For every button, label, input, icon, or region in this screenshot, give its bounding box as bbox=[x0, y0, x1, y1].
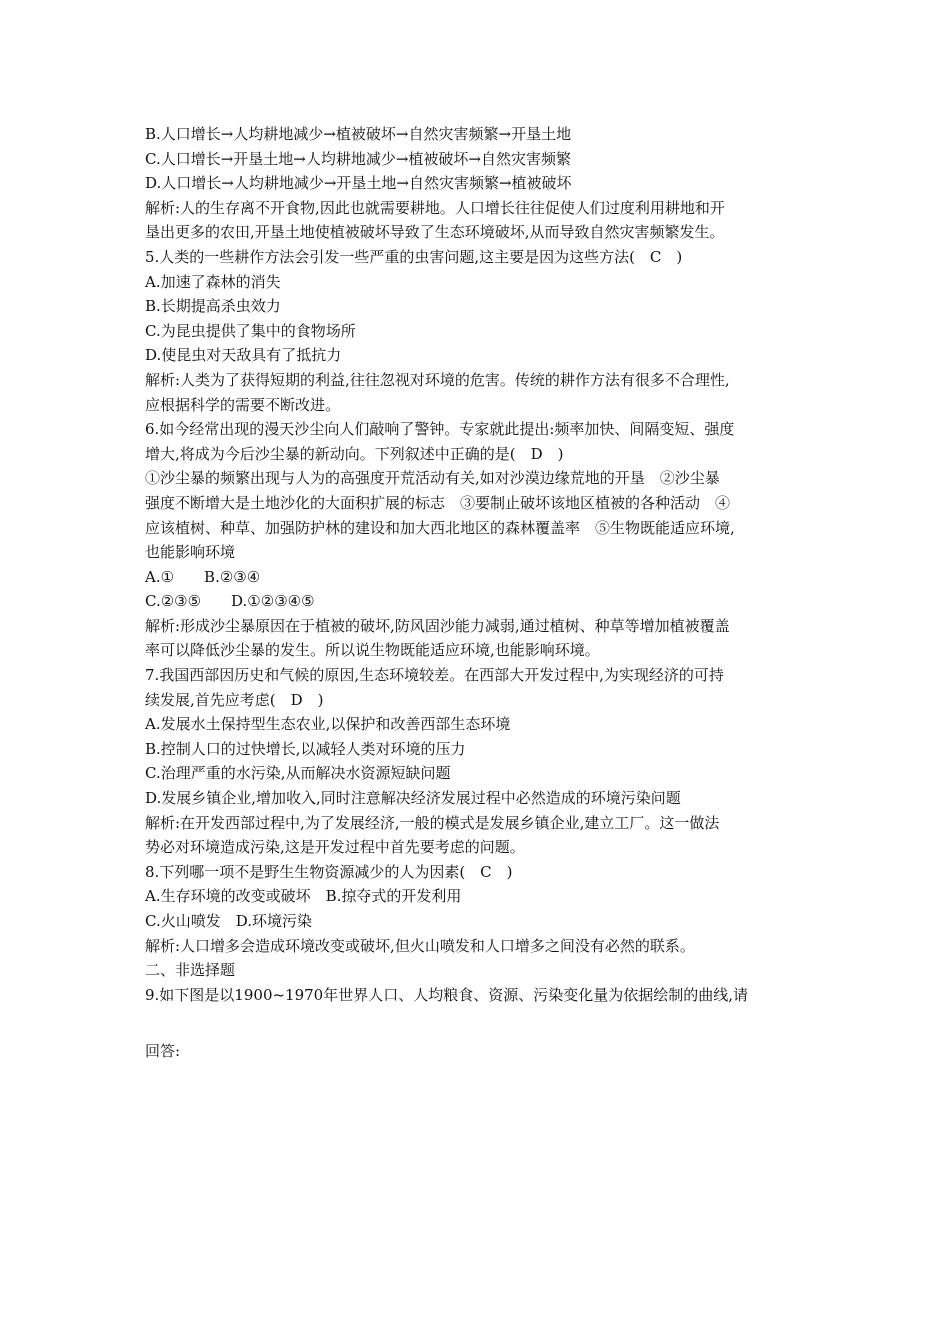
analysis-text: 解析:人口增多会造成环境改变或破坏,但火山喷发和人口增多之间没有必然的联系。 bbox=[145, 936, 695, 955]
option-d-text: D.人口增长→人均耕地减少→开垦土地→自然灾害频繁→植被破坏 bbox=[145, 174, 572, 193]
statement-text: 应该植树、种草、加强防护林的建设和加大西北地区的森林覆盖率 ⑤生物既能适应环境, bbox=[145, 518, 735, 537]
options-ab-text: A.① B.②③④ bbox=[145, 567, 261, 586]
question-7: 续发展,首先应考虑( D ) bbox=[145, 690, 324, 709]
question-8: 8.下列哪一项不是野生生物资源减少的人为因素( C ) bbox=[145, 862, 513, 881]
option-c-text: C.为昆虫提供了集中的食物场所 bbox=[145, 321, 356, 340]
statement-text: ①沙尘暴的频繁出现与人为的高强度开荒活动有关,如对沙漠边缘荒地的开垦 ②沙尘暴 bbox=[145, 469, 720, 488]
document-body bbox=[145, 122, 815, 1064]
option-d-text: D.发展乡镇企业,增加收入,同时注意解决经济发展过程中必然造成的环境污染问题 bbox=[145, 789, 681, 808]
analysis-text: 垦出更多的农田,开垦土地使植被破坏导致了生态环境破坏,从而导致自然灾害频繁发生。 bbox=[145, 223, 725, 242]
options-ab-text: A.生存环境的改变或破坏 B.掠夺式的开发利用 bbox=[145, 887, 462, 906]
section-heading: 二、非选择题 bbox=[145, 961, 236, 980]
line-gap bbox=[145, 1007, 815, 1039]
analysis-text: 解析:人类为了获得短期的利益,往往忽视对环境的危害。传统的耕作方法有很多不合理性, bbox=[145, 370, 730, 389]
option-c-text: C.治理严重的水污染,从而解决水资源短缺问题 bbox=[145, 764, 451, 783]
analysis-text: 势必对环境造成污染,这是开发过程中首先要考虑的问题。 bbox=[145, 838, 525, 857]
question-6: 6.如今经常出现的漫天沙尘向人们敲响了警钟。专家就此提出:频率加快、间隔变短、强度 bbox=[145, 420, 735, 439]
analysis-text: 解析:人的生存离不开食物,因此也就需要耕地。人口增长往往促使人们过度利用耕地和开 bbox=[145, 198, 725, 217]
option-d-text: D.使昆虫对天敌具有了抵抗力 bbox=[145, 346, 342, 365]
option-b-text: B.控制人口的过快增长,以减轻人类对环境的压力 bbox=[145, 739, 466, 758]
option-c-text: C.人口增长→开垦土地→人均耕地减少→植被破坏→自然灾害频繁 bbox=[145, 149, 571, 168]
analysis-text: 解析:在开发西部过程中,为了发展经济,一般的模式是发展乡镇企业,建立工厂。这一做法 bbox=[145, 813, 720, 832]
statement-text: 强度不断增大是土地沙化的大面积扩展的标志 ③要制止破坏该地区植被的各种活动 ④ bbox=[145, 493, 731, 512]
statement-text: 也能影响环境 bbox=[145, 543, 236, 562]
option-a-text: A.加速了森林的消失 bbox=[145, 272, 281, 291]
analysis-text: 应根据科学的需要不断改进。 bbox=[145, 395, 341, 414]
option-b-text: B.人口增长→人均耕地减少→植被破坏→自然灾害频繁→开垦土地 bbox=[145, 125, 572, 143]
options-cd-text: C.②③⑤ D.①②③④⑤ bbox=[145, 592, 315, 611]
options-cd-text: C.火山喷发 D.环境污染 bbox=[145, 912, 312, 930]
analysis-text: 解析:形成沙尘暴原因在于植被的破坏,防风固沙能力减弱,通过植树、种草等增加植被覆盖 bbox=[145, 616, 730, 635]
option-a-text: A.发展水土保持型生态农业,以保护和改善西部生态环境 bbox=[145, 715, 511, 734]
question-9: 9.如下图是以1900~1970年世界人口、人均粮食、资源、污染变化量为依据绘制的曲线,请 bbox=[145, 985, 748, 1004]
question-9-continuation: 回答: bbox=[145, 1042, 181, 1061]
option-b-text: B.长期提高杀虫效力 bbox=[145, 297, 281, 316]
question-7: 7.我国西部因历史和气候的原因,生态环境较差。在西部大开发过程中,为实现经济的可持 bbox=[145, 666, 724, 685]
question-5: 5.人类的一些耕作方法会引发一些严重的虫害问题,这主要是因为这些方法( C ) bbox=[145, 247, 683, 266]
question-6: 增大,将成为今后沙尘暴的新动向。下列叙述中正确的是( D ) bbox=[145, 444, 564, 463]
analysis-text: 率可以降低沙尘暴的发生。所以说生物既能适应环境,也能影响环境。 bbox=[145, 641, 600, 660]
